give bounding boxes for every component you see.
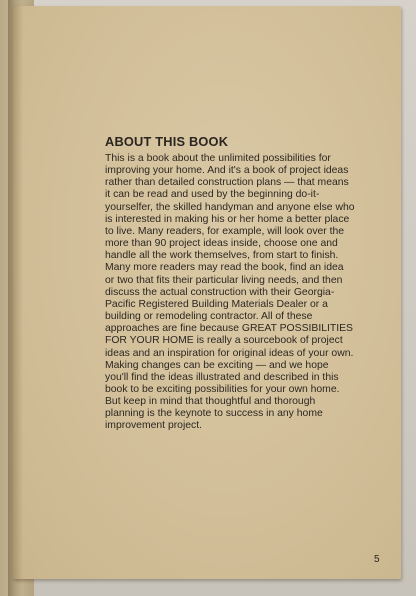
body-line: to live. Many readers, for example, will look over the xyxy=(105,225,345,237)
body-line: improvement project. xyxy=(105,420,203,432)
body-line: discuss the actual construction with their Georgia- xyxy=(105,286,335,298)
body-line: book to be exciting possibilities for your own home. xyxy=(105,383,340,395)
book-page xyxy=(13,6,401,579)
body-line: it can be read and used by the beginning do-it- xyxy=(105,189,320,201)
body-line: Making changes can be exciting — and we hope xyxy=(105,359,329,371)
body-line: improving your home. And it's a book of project ideas xyxy=(105,165,349,177)
body-line: you'll find the ideas illustrated and described in this xyxy=(105,371,339,383)
body-text xyxy=(105,153,405,433)
body-line: ideas and an inspiration for original ideas of your own. xyxy=(105,347,354,359)
body-line: approaches are fine because GREAT POSSIBILITIES xyxy=(105,323,353,335)
body-line: Many more readers may read the book, find an idea xyxy=(105,262,344,274)
body-line: handle all the work themselves, from start to finish. xyxy=(105,250,339,262)
body-line: FOR YOUR HOME is really a sourcebook of project xyxy=(105,335,343,347)
body-line: is interested in making his or her home a better place xyxy=(105,213,350,225)
body-line: Pacific Registered Building Materials Dealer or a xyxy=(105,298,328,310)
section-heading: ABOUT THIS BOOK xyxy=(105,134,229,149)
body-line: This is a book about the unlimited possibilities for xyxy=(105,153,331,164)
body-line: But keep in mind that thoughtful and thorough xyxy=(105,396,316,408)
body-line: planning is the keynote to success in any home xyxy=(105,408,323,420)
body-line: yourselfer, the skilled handyman and anyone else who xyxy=(105,201,355,213)
page-number: 5 xyxy=(374,554,380,565)
body-line: building or remodeling contractor. All of these xyxy=(105,311,313,323)
body-line: rather than detailed construction plans — that means xyxy=(105,177,349,189)
body-line: or two that fits their particular living needs, and then xyxy=(105,274,343,286)
body-line: more than 90 project ideas inside, choose one and xyxy=(105,238,338,250)
